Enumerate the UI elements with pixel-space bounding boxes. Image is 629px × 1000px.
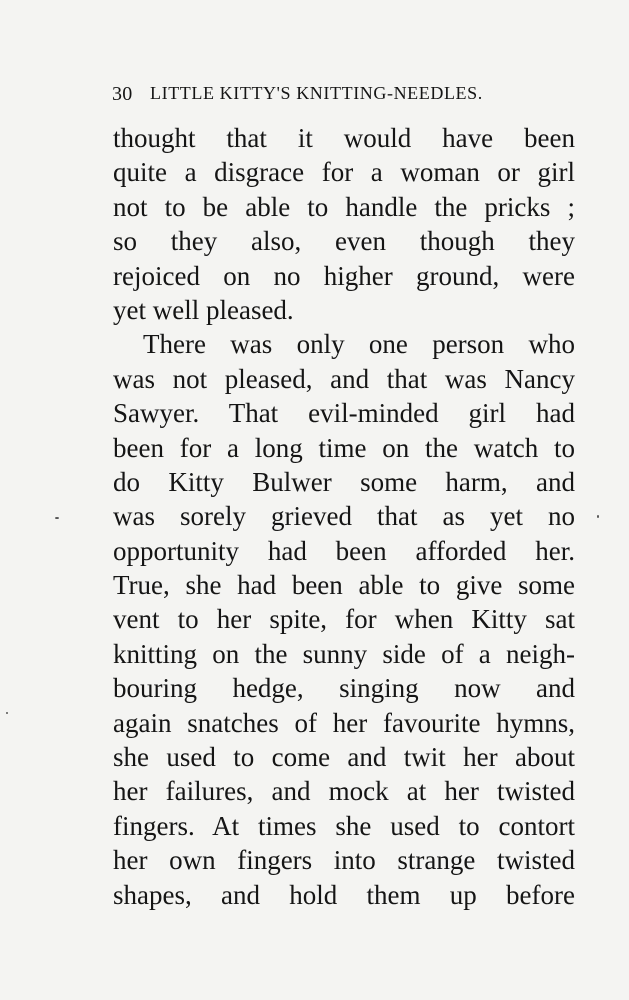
paper-speck bbox=[55, 517, 59, 519]
paper-speck bbox=[597, 515, 599, 518]
text-line: she used to come and twit her about bbox=[113, 742, 575, 773]
running-head bbox=[112, 80, 572, 110]
paper-speck bbox=[6, 712, 8, 714]
text-line: again snatches of her favourite hymns, bbox=[113, 707, 575, 738]
text-line: rejoiced on no higher ground, were bbox=[113, 260, 575, 291]
text-line: quite a disgrace for a woman or girl bbox=[113, 157, 575, 188]
text-line: There was only one person who bbox=[143, 329, 575, 360]
text-line: vent to her spite, for when Kitty sat bbox=[113, 604, 575, 635]
body-text bbox=[113, 121, 575, 912]
text-line: shapes, and hold them up before bbox=[113, 879, 575, 910]
running-title: LITTLE KITTY'S KNITTING-NEEDLES. bbox=[150, 83, 483, 103]
text-line: was not pleased, and that was Nancy bbox=[113, 363, 575, 394]
text-line: True, she had been able to give some bbox=[113, 570, 575, 601]
text-line: was sorely grieved that as yet no bbox=[113, 501, 575, 532]
text-line: her own fingers into strange twisted bbox=[113, 845, 575, 876]
text-line: not to be able to handle the pricks ; bbox=[113, 191, 575, 222]
text-line: do Kitty Bulwer some harm, and bbox=[113, 466, 575, 497]
text-line: knitting on the sunny side of a neigh- bbox=[113, 638, 575, 669]
text-line: yet well pleased. bbox=[113, 294, 294, 325]
page-number: 30 bbox=[112, 83, 133, 105]
text-line: fingers. At times she used to contort bbox=[113, 810, 575, 841]
text-line: Sawyer. That evil-minded girl had bbox=[113, 398, 575, 429]
text-line: thought that it would have been bbox=[113, 123, 575, 153]
text-line: her failures, and mock at her twisted bbox=[113, 776, 575, 807]
text-line: opportunity had been afforded her. bbox=[113, 535, 575, 566]
text-line: so they also, even though they bbox=[113, 226, 575, 257]
text-line: been for a long time on the watch to bbox=[113, 432, 575, 463]
text-line: bouring hedge, singing now and bbox=[113, 673, 575, 704]
